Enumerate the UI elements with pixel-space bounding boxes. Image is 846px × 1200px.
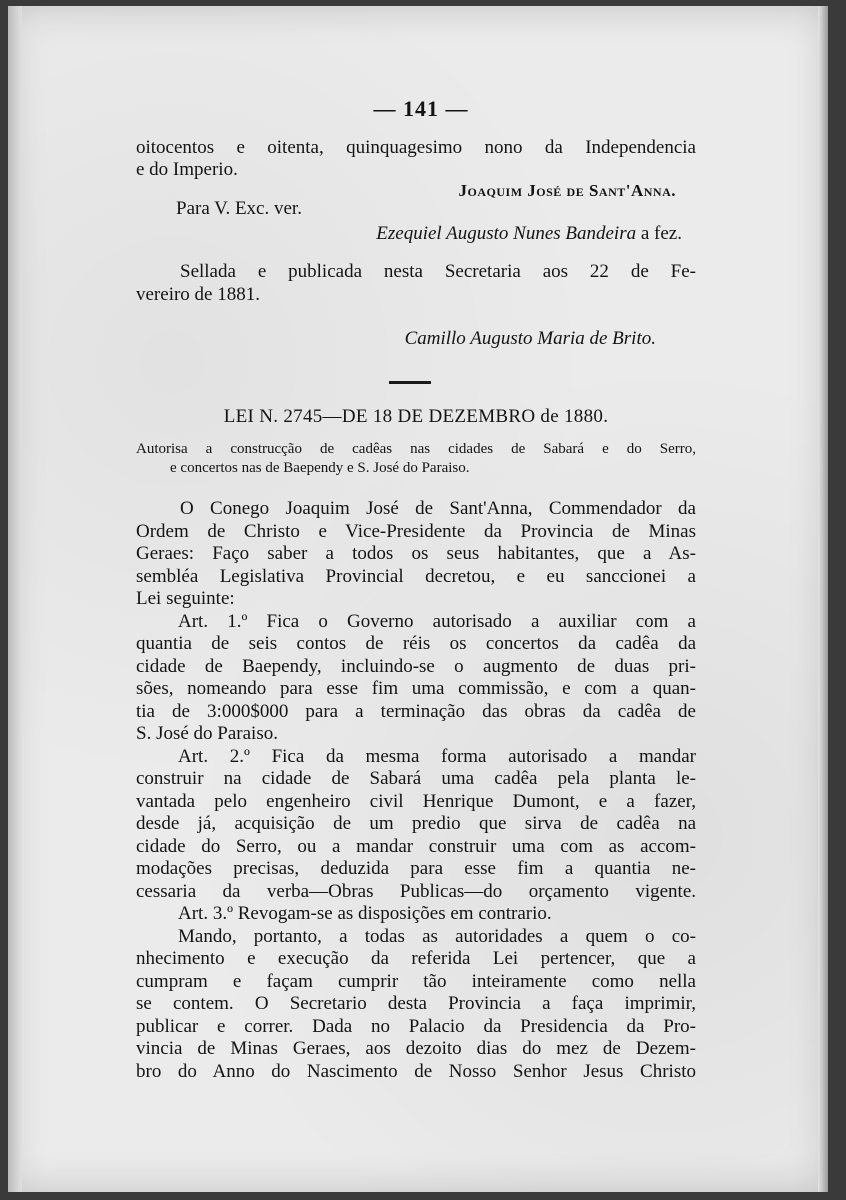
article-1-line: cidade de Baependy, incluindo-se o augmento de duas pri- [136, 655, 696, 677]
mando-line: Mando, portanto, a todas as autoridades a quem o co- [178, 925, 696, 947]
law-summary [136, 440, 696, 478]
article-1-line: S. José do Paraiso. [136, 723, 278, 744]
page-content [136, 98, 696, 1083]
article-1-line: tia de 3:000$000 para a terminação das obras da cadêa de [136, 700, 696, 722]
ezequiel-suffix: a fez. [636, 222, 682, 244]
law-body [136, 498, 696, 1083]
signatory-name: Joaquim José de Sant'Anna. [458, 180, 676, 200]
mando-line: vincia de Minas Geraes, aos dezoito dias do mez de Dezem- [136, 1038, 696, 1059]
law-title: LEI N. 2745—DE 18 DE DEZEMBRO de 1880. [223, 405, 609, 427]
page-binding-edge [8, 6, 22, 1192]
summary-line: e concertos nas de Baependy e S. José do Paraiso. [170, 460, 470, 476]
section-divider [389, 381, 431, 384]
page-right-edge [818, 6, 828, 1192]
article-2-line: cidade do Serro, ou a mandar construir uma com as accom- [136, 835, 696, 857]
article-2-line: Art. 2.º Fica da mesma forma autorisado a mandar [178, 745, 696, 767]
article-1-line: Art. 1.º Fica o Governo autorisado a auxiliar com a [178, 610, 696, 632]
sellada-line: vereiro de 1881. [136, 283, 260, 305]
article-2-line: construir na cidade de Sabará uma cadêa pela planta le- [136, 768, 696, 789]
article-2-line: vantada pelo engenheiro civil Henrique Dumont, e a fazer, [136, 790, 696, 812]
summary-line: Autorisa a construcção de cadêas nas cidades de Sabará e do Serro, [136, 441, 696, 457]
para-v-exc: Para V. Exc. ver. [176, 198, 302, 219]
text-line: oitocentos e oitenta, quinquagesimo nono da Independencia [136, 136, 696, 158]
camillo-signature: Camillo Augusto Maria de Brito. [404, 328, 656, 349]
ezequiel-name: Ezequiel Augusto Nunes Bandeira [376, 222, 637, 244]
article-2-line: desde já, acquisição de um predio que sirva de cadêa na [136, 813, 696, 834]
intro-line: O Conego Joaquim José de Sant'Anna, Commendador da [180, 498, 696, 519]
article-1-line: sões, nomeando para esse fim uma commissão, e com a quan- [136, 678, 696, 699]
article-3-line: Art. 3.º Revogam-se as disposições em contrario. [178, 903, 552, 924]
intro-line: sembléa Legislativa Provincial decretou, e eu sanccionei a [136, 565, 696, 587]
document-page [8, 6, 828, 1192]
mando-line: publicar e correr. Dada no Palacio da Presidencia da Pro- [136, 1015, 696, 1037]
intro-line: Geraes: Faço saber a todos os seus habitantes, que a As- [136, 543, 696, 564]
intro-line: Ordem de Christo e Vice-Presidente da Provincia de Minas [136, 520, 696, 542]
article-2-line: modações precisas, deduzida para esse fim a quantia ne- [136, 858, 696, 879]
page-number: — 141 — [373, 96, 469, 121]
mando-line: nhecimento e execução da referida Lei pertencer, que a [136, 948, 696, 969]
ezequiel-signature [136, 223, 696, 246]
sellada-line: Sellada e publicada nesta Secretaria aos 22 de Fe- [180, 261, 696, 282]
mando-line: se contem. O Secretario desta Provincia a faça imprimir, [136, 993, 696, 1014]
mando-line: bro do Anno do Nascimento de Nosso Senhor Jesus Christo [136, 1060, 696, 1082]
mando-line: cumpram e façam cumprir tão inteiramente como nella [136, 970, 696, 992]
text-line: e do Imperio. [136, 159, 238, 180]
intro-line: Lei seguinte: [136, 588, 235, 609]
article-2-line: cessaria da verba—Obras Publicas—do orçamento vigente. [136, 880, 696, 902]
article-1-line: quantia de seis contos de réis os concertos da cadêa da [136, 633, 696, 654]
